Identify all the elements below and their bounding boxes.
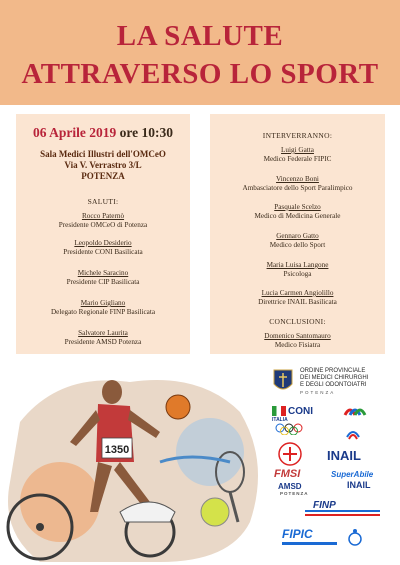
speakers-panel xyxy=(210,114,385,354)
fipic-stripe xyxy=(282,542,337,545)
event-time: ore 10:30 xyxy=(119,125,173,140)
ordine-line: ORDINE PROVINCIALE xyxy=(300,368,366,374)
ordine-line: E DEGLI ODONTOIATRI xyxy=(300,382,367,388)
person-role: Direttrice INAIL Basilicata xyxy=(258,298,337,306)
title-line-2: ATTRAVERSO LO SPORT xyxy=(21,58,379,90)
superabile-inail-label: INAIL xyxy=(347,480,371,490)
finp-label: FINP xyxy=(313,500,336,511)
ordine-city: POTENZA xyxy=(300,390,336,395)
event-city: POTENZA xyxy=(81,171,125,181)
ordine-crest-logo xyxy=(272,368,294,394)
amsd-city: POTENZA xyxy=(280,491,309,496)
person-name: Domenico Santomauro xyxy=(264,332,331,340)
person-name: Vincenzo Boni xyxy=(276,175,319,183)
fipic-logo xyxy=(282,527,347,553)
event-address: Via V. Verrastro 3/L xyxy=(64,160,142,170)
interverranno-heading: INTERVERRANNO: xyxy=(262,131,333,140)
inail-label: INAIL xyxy=(327,448,361,463)
person-name: Salvatore Laurita xyxy=(78,329,128,337)
basketball xyxy=(166,395,190,419)
fmsi-label: FMSI xyxy=(274,468,301,480)
person-name: Michele Saracino xyxy=(77,269,129,277)
person-role: Psicologa xyxy=(283,270,312,278)
sports-collage-illustration xyxy=(0,362,265,565)
person-name: Pasquale Scelzo xyxy=(274,203,321,211)
person-role: Medico di Medicina Generale xyxy=(254,212,341,220)
coni-logo xyxy=(272,406,320,436)
event-date: 06 Aprile 2019 xyxy=(33,125,117,140)
person-role: Presidente CONI Basilicata xyxy=(63,248,143,256)
fipic-wheelchair-icon xyxy=(346,528,364,546)
person-name: Gennaro Gatto xyxy=(276,232,319,240)
superabile-logo xyxy=(331,470,391,492)
person-role: Delegato Regionale FINP Basilicata xyxy=(50,308,156,316)
person-name: Mario Gigliano xyxy=(80,299,126,307)
person-name: Rocco Paternò xyxy=(81,212,125,220)
race-bib-number: 1350 xyxy=(104,444,130,456)
tennis-ball xyxy=(201,498,229,526)
person-name: Lucia Carmen Angiolillo xyxy=(261,289,334,297)
person-name: Luigi Gatta xyxy=(281,146,314,154)
person-role: Medico Fisiatra xyxy=(274,341,321,349)
event-date-time xyxy=(16,125,190,141)
fmsi-emblem-icon xyxy=(275,442,305,466)
event-info-panel xyxy=(16,114,190,354)
superabile-label: SuperAbile xyxy=(331,470,374,479)
finp-logo xyxy=(305,500,380,524)
person-role: Ambasciatore dello Sport Paralimpico xyxy=(242,184,353,192)
title-line-1: LA SALUTE xyxy=(116,20,284,52)
paralympic-committee-logo xyxy=(340,400,370,430)
person-role: Presidente OMCeO di Potenza xyxy=(58,221,148,229)
italia-label: ITALIA xyxy=(272,417,288,423)
finp-stripe xyxy=(305,514,380,516)
saluti-heading: SALUTI: xyxy=(87,197,119,206)
person-role: Presidente CIP Basilicata xyxy=(66,278,140,286)
person-role: Presidente AMSD Potenza xyxy=(64,338,142,346)
conclusioni-heading: CONCLUSIONI: xyxy=(269,317,326,326)
title-band xyxy=(0,0,400,105)
event-venue: Sala Medici Illustri dell'OMCeO xyxy=(40,149,166,159)
amsd-label: AMSD xyxy=(278,482,302,491)
coni-label: CONI xyxy=(288,406,313,417)
inail-mark-icon xyxy=(345,427,361,441)
italy-flag-icon xyxy=(272,406,286,416)
person-name: Leopoldo Desiderio xyxy=(74,239,132,247)
fipic-label: FIPIC xyxy=(282,527,313,541)
person-name: Maria Luisa Langone xyxy=(266,261,329,269)
person-role: Medico Federale FIPIC xyxy=(263,155,332,163)
ordine-logo-text xyxy=(300,368,400,396)
olympic-rings-icon xyxy=(274,423,314,435)
runner-head xyxy=(102,380,122,404)
wheelchair-hub xyxy=(36,523,44,531)
person-role: Medico dello Sport xyxy=(269,241,326,249)
ordine-line: DEI MEDICI CHIRURGHI xyxy=(300,375,369,381)
